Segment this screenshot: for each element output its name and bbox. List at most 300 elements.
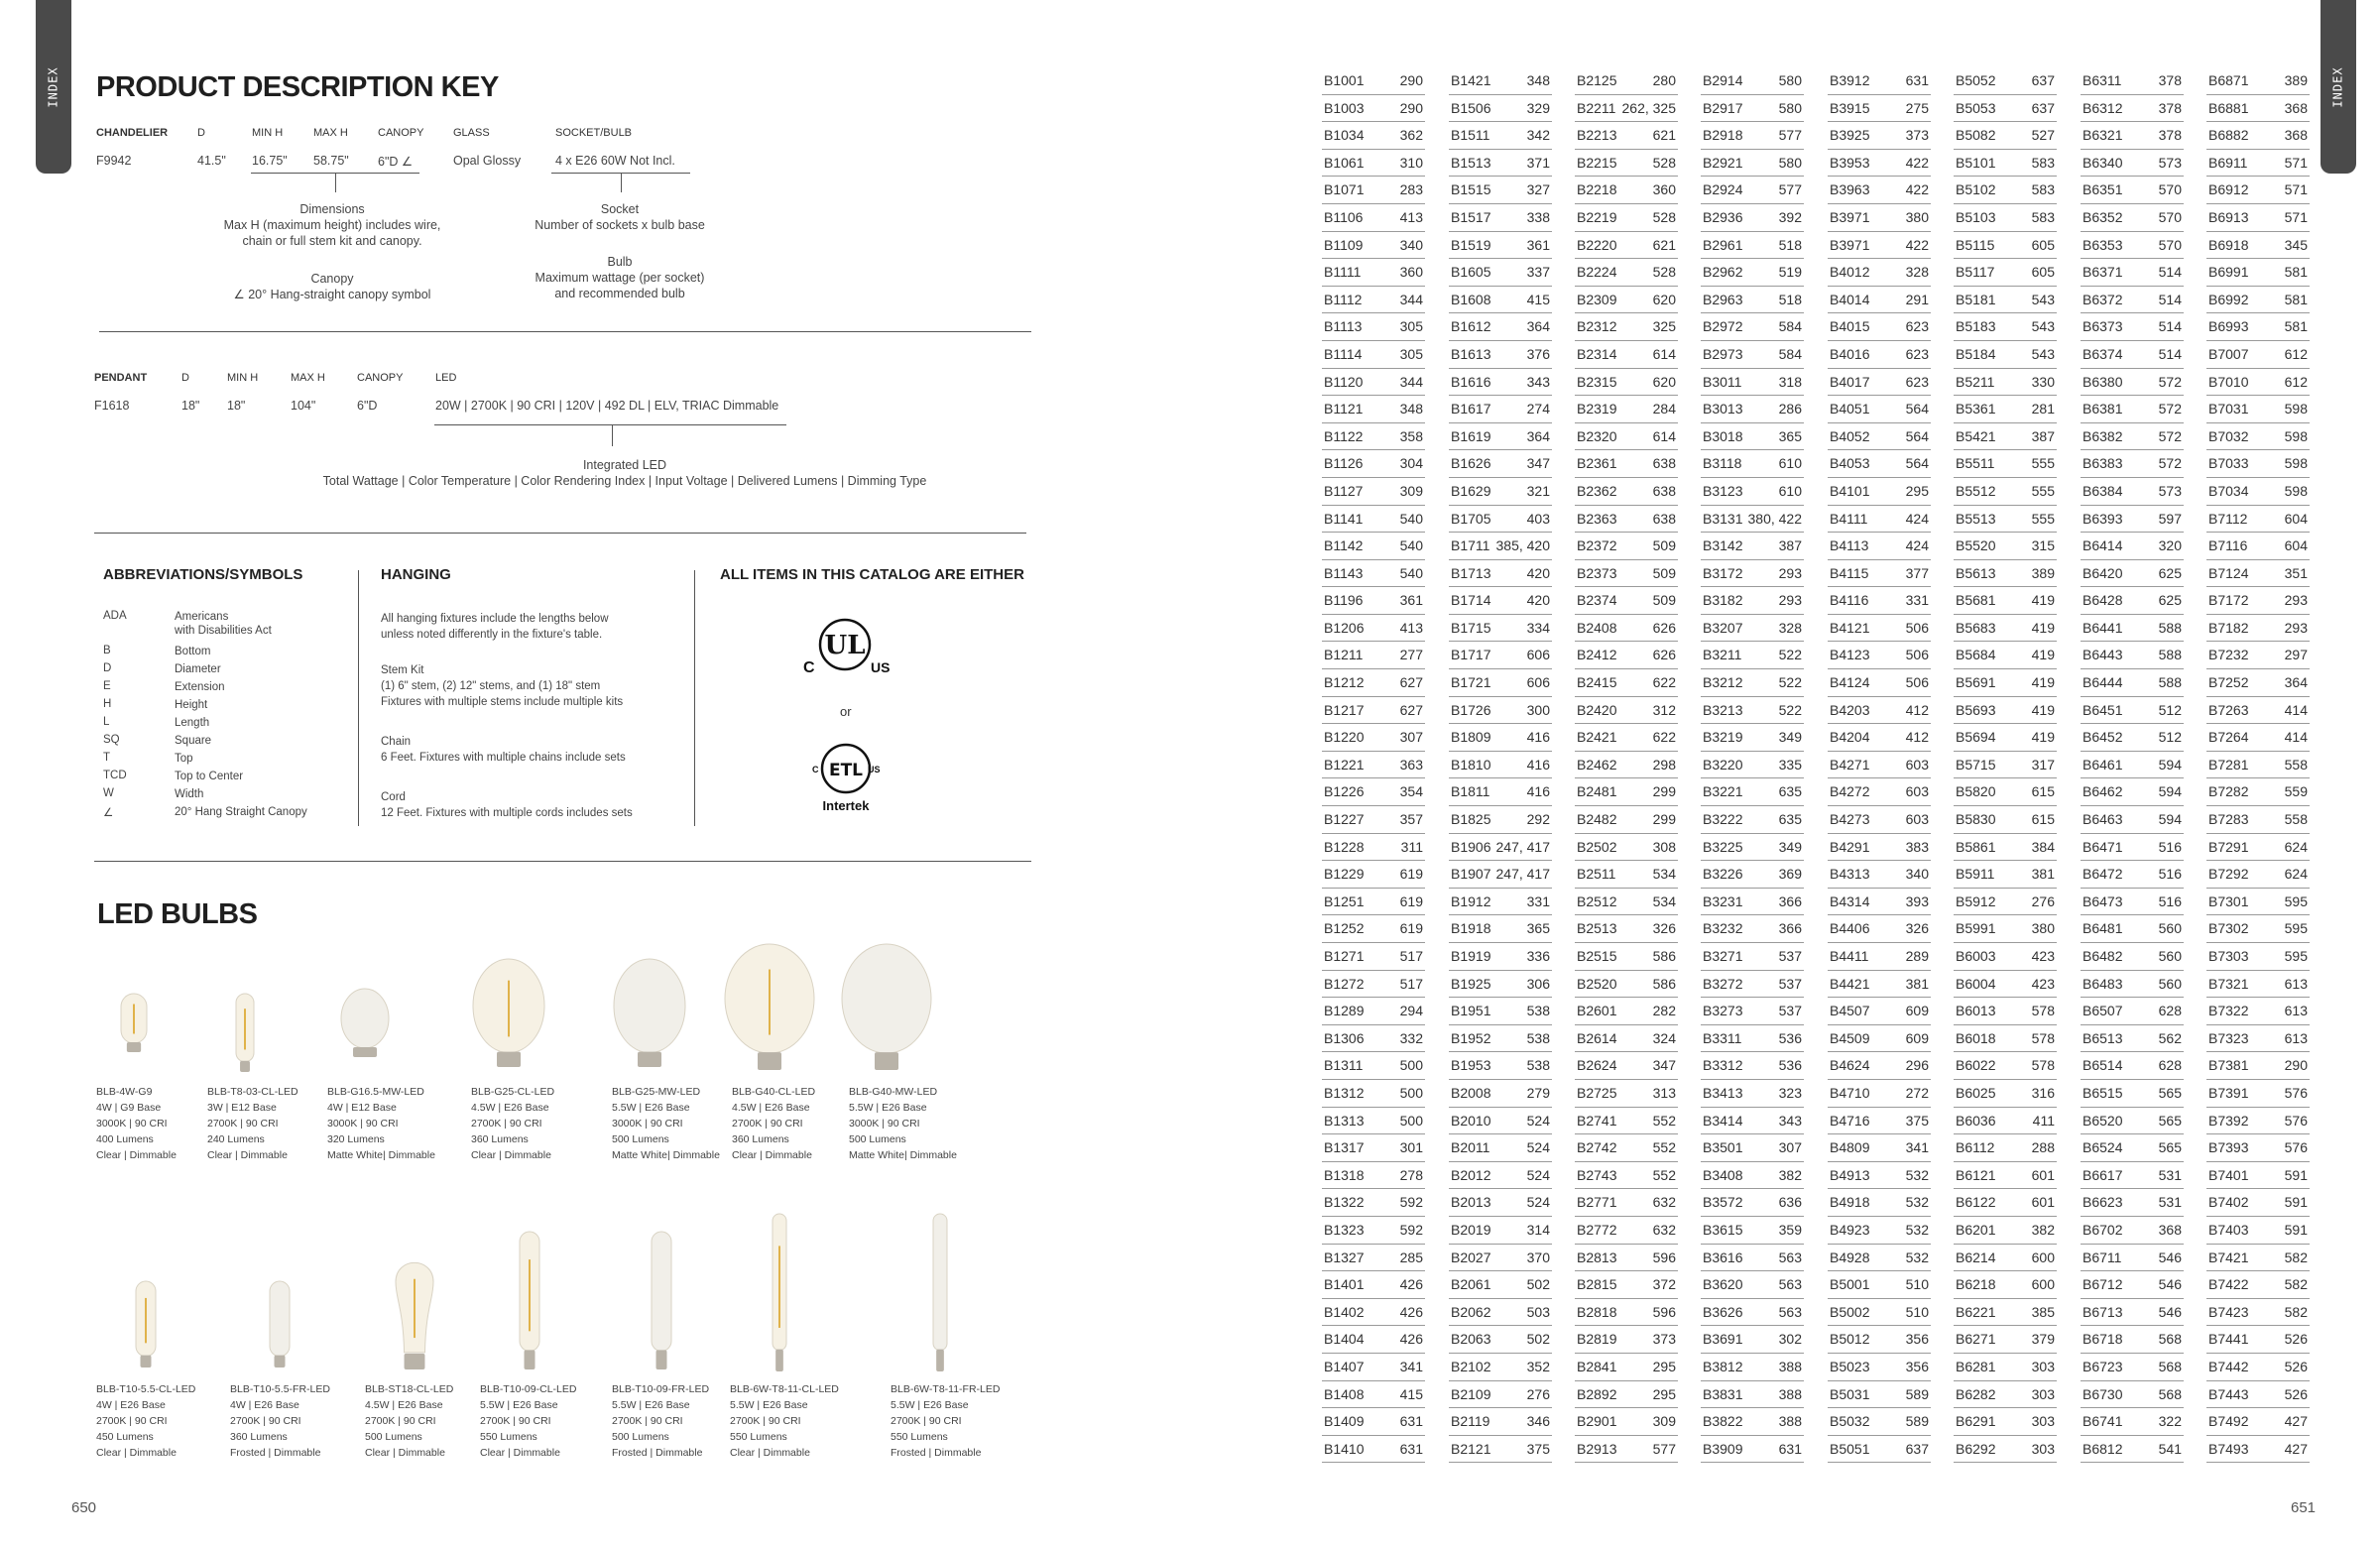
- index-row[interactable]: [1575, 287, 1678, 314]
- index-row[interactable]: [1575, 1381, 1678, 1409]
- index-row[interactable]: [1701, 560, 1804, 588]
- index-row[interactable]: [1575, 1025, 1678, 1053]
- index-row[interactable]: [1828, 533, 1931, 560]
- index-row[interactable]: [2206, 615, 2310, 643]
- index-row[interactable]: [1575, 752, 1678, 779]
- index-row[interactable]: [2206, 259, 2310, 287]
- index-row[interactable]: [2081, 615, 2184, 643]
- index-row[interactable]: [1322, 204, 1425, 232]
- index-row[interactable]: [1449, 1299, 1552, 1327]
- index-row[interactable]: [1701, 1299, 1804, 1327]
- index-row[interactable]: [1828, 560, 1931, 588]
- index-row[interactable]: [1322, 560, 1425, 588]
- index-row[interactable]: [1575, 232, 1678, 260]
- index-row[interactable]: [1701, 533, 1804, 560]
- index-row[interactable]: [1701, 177, 1804, 204]
- index-row[interactable]: [1322, 587, 1425, 615]
- index-row[interactable]: [1701, 669, 1804, 697]
- index-row[interactable]: [1828, 1162, 1931, 1190]
- index-row[interactable]: [1322, 1408, 1425, 1436]
- index-row[interactable]: [1701, 778, 1804, 806]
- index-row[interactable]: [2081, 1408, 2184, 1436]
- index-row[interactable]: [1322, 232, 1425, 260]
- index-row[interactable]: [1954, 1025, 2057, 1053]
- index-row[interactable]: [2206, 150, 2310, 178]
- index-row[interactable]: [1828, 1189, 1931, 1217]
- index-row[interactable]: [1322, 533, 1425, 560]
- index-row[interactable]: [2206, 915, 2310, 943]
- index-row[interactable]: [2081, 232, 2184, 260]
- index-row[interactable]: [1828, 1354, 1931, 1381]
- index-row[interactable]: [1954, 587, 2057, 615]
- index-row[interactable]: [2206, 806, 2310, 834]
- index-row[interactable]: [1828, 150, 1931, 178]
- index-row[interactable]: [1828, 450, 1931, 478]
- index-row[interactable]: [2206, 560, 2310, 588]
- index-row[interactable]: [2206, 204, 2310, 232]
- index-row[interactable]: [2206, 998, 2310, 1025]
- index-row[interactable]: [2081, 778, 2184, 806]
- index-row[interactable]: [2081, 889, 2184, 916]
- index-row[interactable]: [1322, 889, 1425, 916]
- index-row[interactable]: [2081, 1052, 2184, 1080]
- index-row[interactable]: [2081, 506, 2184, 534]
- index-row[interactable]: [1575, 1299, 1678, 1327]
- index-row[interactable]: [1575, 533, 1678, 560]
- index-row[interactable]: [2206, 943, 2310, 971]
- index-row[interactable]: [1954, 1408, 2057, 1436]
- index-row[interactable]: [1828, 506, 1931, 534]
- index-row[interactable]: [1449, 1052, 1552, 1080]
- index-row[interactable]: [1701, 95, 1804, 123]
- index-row[interactable]: [1954, 669, 2057, 697]
- index-row[interactable]: [1954, 1080, 2057, 1108]
- index-row[interactable]: [1449, 697, 1552, 725]
- index-row[interactable]: [1575, 95, 1678, 123]
- index-row[interactable]: [1449, 1217, 1552, 1245]
- index-row[interactable]: [1575, 450, 1678, 478]
- index-row[interactable]: [1954, 1299, 2057, 1327]
- index-row[interactable]: [1701, 834, 1804, 862]
- index-row[interactable]: [1828, 1245, 1931, 1272]
- index-row[interactable]: [1954, 1217, 2057, 1245]
- index-row[interactable]: [1322, 478, 1425, 506]
- index-row[interactable]: [1449, 1162, 1552, 1190]
- index-row[interactable]: [1575, 642, 1678, 669]
- index-row[interactable]: [1449, 67, 1552, 95]
- index-row[interactable]: [1701, 287, 1804, 314]
- index-row[interactable]: [1828, 669, 1931, 697]
- index-row[interactable]: [1701, 1245, 1804, 1272]
- index-row[interactable]: [1828, 642, 1931, 669]
- index-row[interactable]: [2206, 369, 2310, 397]
- index-row[interactable]: [1828, 615, 1931, 643]
- index-row[interactable]: [1701, 1381, 1804, 1409]
- index-row[interactable]: [2206, 95, 2310, 123]
- index-row[interactable]: [1954, 1271, 2057, 1299]
- index-row[interactable]: [2206, 506, 2310, 534]
- index-row[interactable]: [1322, 1134, 1425, 1162]
- index-row[interactable]: [1954, 615, 2057, 643]
- index-row[interactable]: [2081, 1245, 2184, 1272]
- index-row[interactable]: [2081, 669, 2184, 697]
- index-row[interactable]: [1449, 1271, 1552, 1299]
- index-row[interactable]: [2206, 177, 2310, 204]
- index-row[interactable]: [2206, 313, 2310, 341]
- index-row[interactable]: [1575, 971, 1678, 999]
- index-row[interactable]: [1954, 1134, 2057, 1162]
- index-row[interactable]: [1828, 697, 1931, 725]
- index-row[interactable]: [2081, 341, 2184, 369]
- index-row[interactable]: [1575, 396, 1678, 423]
- index-row[interactable]: [2081, 998, 2184, 1025]
- index-row[interactable]: [1449, 259, 1552, 287]
- index-row[interactable]: [2081, 177, 2184, 204]
- index-row[interactable]: [1575, 259, 1678, 287]
- index-row[interactable]: [1954, 560, 2057, 588]
- index-row[interactable]: [2206, 861, 2310, 889]
- index-row[interactable]: [2206, 232, 2310, 260]
- index-row[interactable]: [1701, 232, 1804, 260]
- index-row[interactable]: [1322, 1436, 1425, 1464]
- index-row[interactable]: [1575, 587, 1678, 615]
- index-row[interactable]: [1828, 998, 1931, 1025]
- index-row[interactable]: [2206, 834, 2310, 862]
- index-row[interactable]: [1322, 971, 1425, 999]
- index-row[interactable]: [2206, 724, 2310, 752]
- index-row[interactable]: [1322, 1326, 1425, 1354]
- index-row[interactable]: [1575, 697, 1678, 725]
- index-row[interactable]: [1449, 752, 1552, 779]
- index-row[interactable]: [1449, 915, 1552, 943]
- index-row[interactable]: [1322, 177, 1425, 204]
- index-row[interactable]: [1828, 122, 1931, 150]
- index-row[interactable]: [2206, 1080, 2310, 1108]
- index-row[interactable]: [1449, 1080, 1552, 1108]
- index-row[interactable]: [1322, 752, 1425, 779]
- index-row[interactable]: [2081, 1025, 2184, 1053]
- index-row[interactable]: [2081, 204, 2184, 232]
- index-row[interactable]: [1449, 478, 1552, 506]
- index-row[interactable]: [1449, 834, 1552, 862]
- index-row[interactable]: [2206, 341, 2310, 369]
- index-row[interactable]: [1954, 1436, 2057, 1464]
- index-row[interactable]: [2206, 533, 2310, 560]
- index-row[interactable]: [1575, 67, 1678, 95]
- index-row[interactable]: [2081, 834, 2184, 862]
- index-row[interactable]: [1828, 915, 1931, 943]
- index-row[interactable]: [1322, 915, 1425, 943]
- index-row[interactable]: [1449, 1354, 1552, 1381]
- index-row[interactable]: [1449, 889, 1552, 916]
- index-row[interactable]: [1828, 287, 1931, 314]
- index-row[interactable]: [1954, 1108, 2057, 1135]
- index-row[interactable]: [1322, 861, 1425, 889]
- index-row[interactable]: [1322, 1189, 1425, 1217]
- index-row[interactable]: [1575, 1108, 1678, 1135]
- index-row[interactable]: [1828, 778, 1931, 806]
- index-row[interactable]: [1828, 1025, 1931, 1053]
- index-row[interactable]: [2081, 1326, 2184, 1354]
- index-row[interactable]: [1322, 396, 1425, 423]
- index-row[interactable]: [1954, 1245, 2057, 1272]
- index-row[interactable]: [1449, 587, 1552, 615]
- index-row[interactable]: [1575, 150, 1678, 178]
- index-row[interactable]: [2206, 752, 2310, 779]
- index-row[interactable]: [1575, 806, 1678, 834]
- index-row[interactable]: [1954, 1189, 2057, 1217]
- index-row[interactable]: [1449, 150, 1552, 178]
- index-row[interactable]: [1701, 478, 1804, 506]
- index-row[interactable]: [1701, 1408, 1804, 1436]
- index-row[interactable]: [1322, 642, 1425, 669]
- index-row[interactable]: [1575, 889, 1678, 916]
- index-row[interactable]: [2206, 778, 2310, 806]
- index-row[interactable]: [2206, 423, 2310, 451]
- index-row[interactable]: [1701, 423, 1804, 451]
- index-row[interactable]: [1828, 1299, 1931, 1327]
- index-row[interactable]: [1449, 204, 1552, 232]
- index-row[interactable]: [2081, 1080, 2184, 1108]
- index-row[interactable]: [1954, 697, 2057, 725]
- index-row[interactable]: [1575, 341, 1678, 369]
- index-row[interactable]: [1322, 1025, 1425, 1053]
- index-row[interactable]: [1322, 1080, 1425, 1108]
- index-row[interactable]: [2081, 478, 2184, 506]
- index-row[interactable]: [1954, 506, 2057, 534]
- index-row[interactable]: [1449, 861, 1552, 889]
- index-row[interactable]: [1449, 998, 1552, 1025]
- index-row[interactable]: [1322, 1381, 1425, 1409]
- index-row[interactable]: [1828, 369, 1931, 397]
- index-row[interactable]: [1954, 232, 2057, 260]
- index-row[interactable]: [1701, 1108, 1804, 1135]
- index-row[interactable]: [1449, 1408, 1552, 1436]
- index-row[interactable]: [1954, 177, 2057, 204]
- index-row[interactable]: [2081, 560, 2184, 588]
- index-row[interactable]: [1954, 450, 2057, 478]
- index-row[interactable]: [1828, 423, 1931, 451]
- index-row[interactable]: [1954, 533, 2057, 560]
- index-row[interactable]: [1322, 1245, 1425, 1272]
- index-row[interactable]: [1828, 313, 1931, 341]
- index-row[interactable]: [1322, 1108, 1425, 1135]
- index-row[interactable]: [1828, 971, 1931, 999]
- index-row[interactable]: [2206, 122, 2310, 150]
- index-row[interactable]: [1575, 943, 1678, 971]
- index-row[interactable]: [1828, 587, 1931, 615]
- index-row[interactable]: [1954, 396, 2057, 423]
- index-row[interactable]: [1701, 806, 1804, 834]
- index-row[interactable]: [1954, 204, 2057, 232]
- index-row[interactable]: [2081, 450, 2184, 478]
- index-row[interactable]: [1449, 423, 1552, 451]
- index-row[interactable]: [1954, 369, 2057, 397]
- index-row[interactable]: [1575, 313, 1678, 341]
- index-row[interactable]: [2081, 697, 2184, 725]
- index-row[interactable]: [1954, 971, 2057, 999]
- index-row[interactable]: [1449, 506, 1552, 534]
- index-row[interactable]: [2206, 587, 2310, 615]
- index-row[interactable]: [1828, 1408, 1931, 1436]
- index-row[interactable]: [1449, 1436, 1552, 1464]
- index-row[interactable]: [1954, 724, 2057, 752]
- index-row[interactable]: [1575, 506, 1678, 534]
- index-row[interactable]: [1701, 587, 1804, 615]
- index-row[interactable]: [1449, 971, 1552, 999]
- index-row[interactable]: [2206, 478, 2310, 506]
- index-row[interactable]: [1828, 341, 1931, 369]
- index-row[interactable]: [1954, 259, 2057, 287]
- index-row[interactable]: [1954, 423, 2057, 451]
- index-row[interactable]: [1449, 943, 1552, 971]
- index-row[interactable]: [2206, 1381, 2310, 1409]
- index-row[interactable]: [2081, 369, 2184, 397]
- index-row[interactable]: [1322, 834, 1425, 862]
- index-row[interactable]: [1322, 450, 1425, 478]
- index-row[interactable]: [2081, 752, 2184, 779]
- index-row[interactable]: [1954, 122, 2057, 150]
- index-row[interactable]: [1828, 724, 1931, 752]
- index-row[interactable]: [1322, 806, 1425, 834]
- index-row[interactable]: [2206, 669, 2310, 697]
- index-row[interactable]: [1701, 122, 1804, 150]
- index-row[interactable]: [2081, 122, 2184, 150]
- index-row[interactable]: [1954, 1354, 2057, 1381]
- index-row[interactable]: [1828, 478, 1931, 506]
- index-row[interactable]: [1701, 752, 1804, 779]
- index-row[interactable]: [1575, 834, 1678, 862]
- index-row[interactable]: [2081, 533, 2184, 560]
- index-row[interactable]: [1449, 560, 1552, 588]
- index-row[interactable]: [1575, 478, 1678, 506]
- index-row[interactable]: [1954, 778, 2057, 806]
- index-row[interactable]: [1828, 861, 1931, 889]
- index-row[interactable]: [1449, 450, 1552, 478]
- index-row[interactable]: [2081, 971, 2184, 999]
- index-row[interactable]: [2206, 1134, 2310, 1162]
- index-row[interactable]: [1575, 1245, 1678, 1272]
- index-row[interactable]: [1828, 889, 1931, 916]
- index-row[interactable]: [2081, 1162, 2184, 1190]
- index-row[interactable]: [1701, 1189, 1804, 1217]
- index-row[interactable]: [2206, 642, 2310, 669]
- index-row[interactable]: [2081, 1381, 2184, 1409]
- index-row[interactable]: [2206, 1052, 2310, 1080]
- index-row[interactable]: [2081, 642, 2184, 669]
- index-row[interactable]: [1322, 1052, 1425, 1080]
- index-row[interactable]: [1701, 341, 1804, 369]
- index-row[interactable]: [1449, 615, 1552, 643]
- index-row[interactable]: [1449, 1326, 1552, 1354]
- index-row[interactable]: [1322, 1271, 1425, 1299]
- index-row[interactable]: [1322, 67, 1425, 95]
- index-row[interactable]: [1322, 615, 1425, 643]
- index-row[interactable]: [2081, 287, 2184, 314]
- index-row[interactable]: [2081, 943, 2184, 971]
- index-row[interactable]: [2081, 724, 2184, 752]
- index-row[interactable]: [1575, 369, 1678, 397]
- index-row[interactable]: [1575, 915, 1678, 943]
- index-row[interactable]: [1828, 1134, 1931, 1162]
- index-row[interactable]: [1828, 1381, 1931, 1409]
- index-row[interactable]: [1575, 122, 1678, 150]
- index-row[interactable]: [1322, 313, 1425, 341]
- index-row[interactable]: [2206, 1299, 2310, 1327]
- index-row[interactable]: [1322, 369, 1425, 397]
- index-row[interactable]: [1828, 396, 1931, 423]
- index-row[interactable]: [1828, 1052, 1931, 1080]
- index-row[interactable]: [1322, 287, 1425, 314]
- index-row[interactable]: [1575, 669, 1678, 697]
- index-row[interactable]: [1954, 1326, 2057, 1354]
- index-row[interactable]: [1954, 150, 2057, 178]
- index-row[interactable]: [2206, 889, 2310, 916]
- index-row[interactable]: [1828, 752, 1931, 779]
- index-row[interactable]: [1828, 806, 1931, 834]
- index-row[interactable]: [1701, 1080, 1804, 1108]
- index-row[interactable]: [1954, 1052, 2057, 1080]
- index-row[interactable]: [1449, 369, 1552, 397]
- index-row[interactable]: [1701, 1354, 1804, 1381]
- index-row[interactable]: [2081, 915, 2184, 943]
- index-row[interactable]: [1701, 67, 1804, 95]
- index-row[interactable]: [2081, 1299, 2184, 1327]
- index-row[interactable]: [1828, 943, 1931, 971]
- index-row[interactable]: [1701, 861, 1804, 889]
- index-row[interactable]: [1954, 943, 2057, 971]
- index-row[interactable]: [1449, 313, 1552, 341]
- index-row[interactable]: [1575, 1134, 1678, 1162]
- index-row[interactable]: [1322, 778, 1425, 806]
- index-row[interactable]: [1954, 998, 2057, 1025]
- index-row[interactable]: [2081, 587, 2184, 615]
- index-row[interactable]: [1954, 834, 2057, 862]
- index-row[interactable]: [1575, 177, 1678, 204]
- index-row[interactable]: [2081, 396, 2184, 423]
- index-row[interactable]: [1701, 1162, 1804, 1190]
- index-row[interactable]: [1701, 1271, 1804, 1299]
- index-row[interactable]: [1449, 1025, 1552, 1053]
- index-row[interactable]: [1701, 259, 1804, 287]
- index-row[interactable]: [1701, 1217, 1804, 1245]
- index-row[interactable]: [1575, 615, 1678, 643]
- index-row[interactable]: [1449, 1381, 1552, 1409]
- index-row[interactable]: [1449, 1245, 1552, 1272]
- index-row[interactable]: [2206, 1245, 2310, 1272]
- index-row[interactable]: [2081, 1354, 2184, 1381]
- index-row[interactable]: [1828, 95, 1931, 123]
- index-row[interactable]: [1701, 396, 1804, 423]
- index-row[interactable]: [1701, 943, 1804, 971]
- index-row[interactable]: [1575, 778, 1678, 806]
- index-row[interactable]: [1322, 1162, 1425, 1190]
- index-row[interactable]: [2206, 396, 2310, 423]
- index-row[interactable]: [1322, 122, 1425, 150]
- index-row[interactable]: [1701, 1025, 1804, 1053]
- index-row[interactable]: [1575, 560, 1678, 588]
- index-row[interactable]: [1701, 1052, 1804, 1080]
- index-row[interactable]: [1828, 232, 1931, 260]
- index-row[interactable]: [1954, 1162, 2057, 1190]
- index-row[interactable]: [1575, 204, 1678, 232]
- index-row[interactable]: [1449, 122, 1552, 150]
- index-row[interactable]: [1701, 642, 1804, 669]
- index-row[interactable]: [1954, 752, 2057, 779]
- index-row[interactable]: [1828, 1271, 1931, 1299]
- index-row[interactable]: [1954, 889, 2057, 916]
- index-row[interactable]: [1828, 1217, 1931, 1245]
